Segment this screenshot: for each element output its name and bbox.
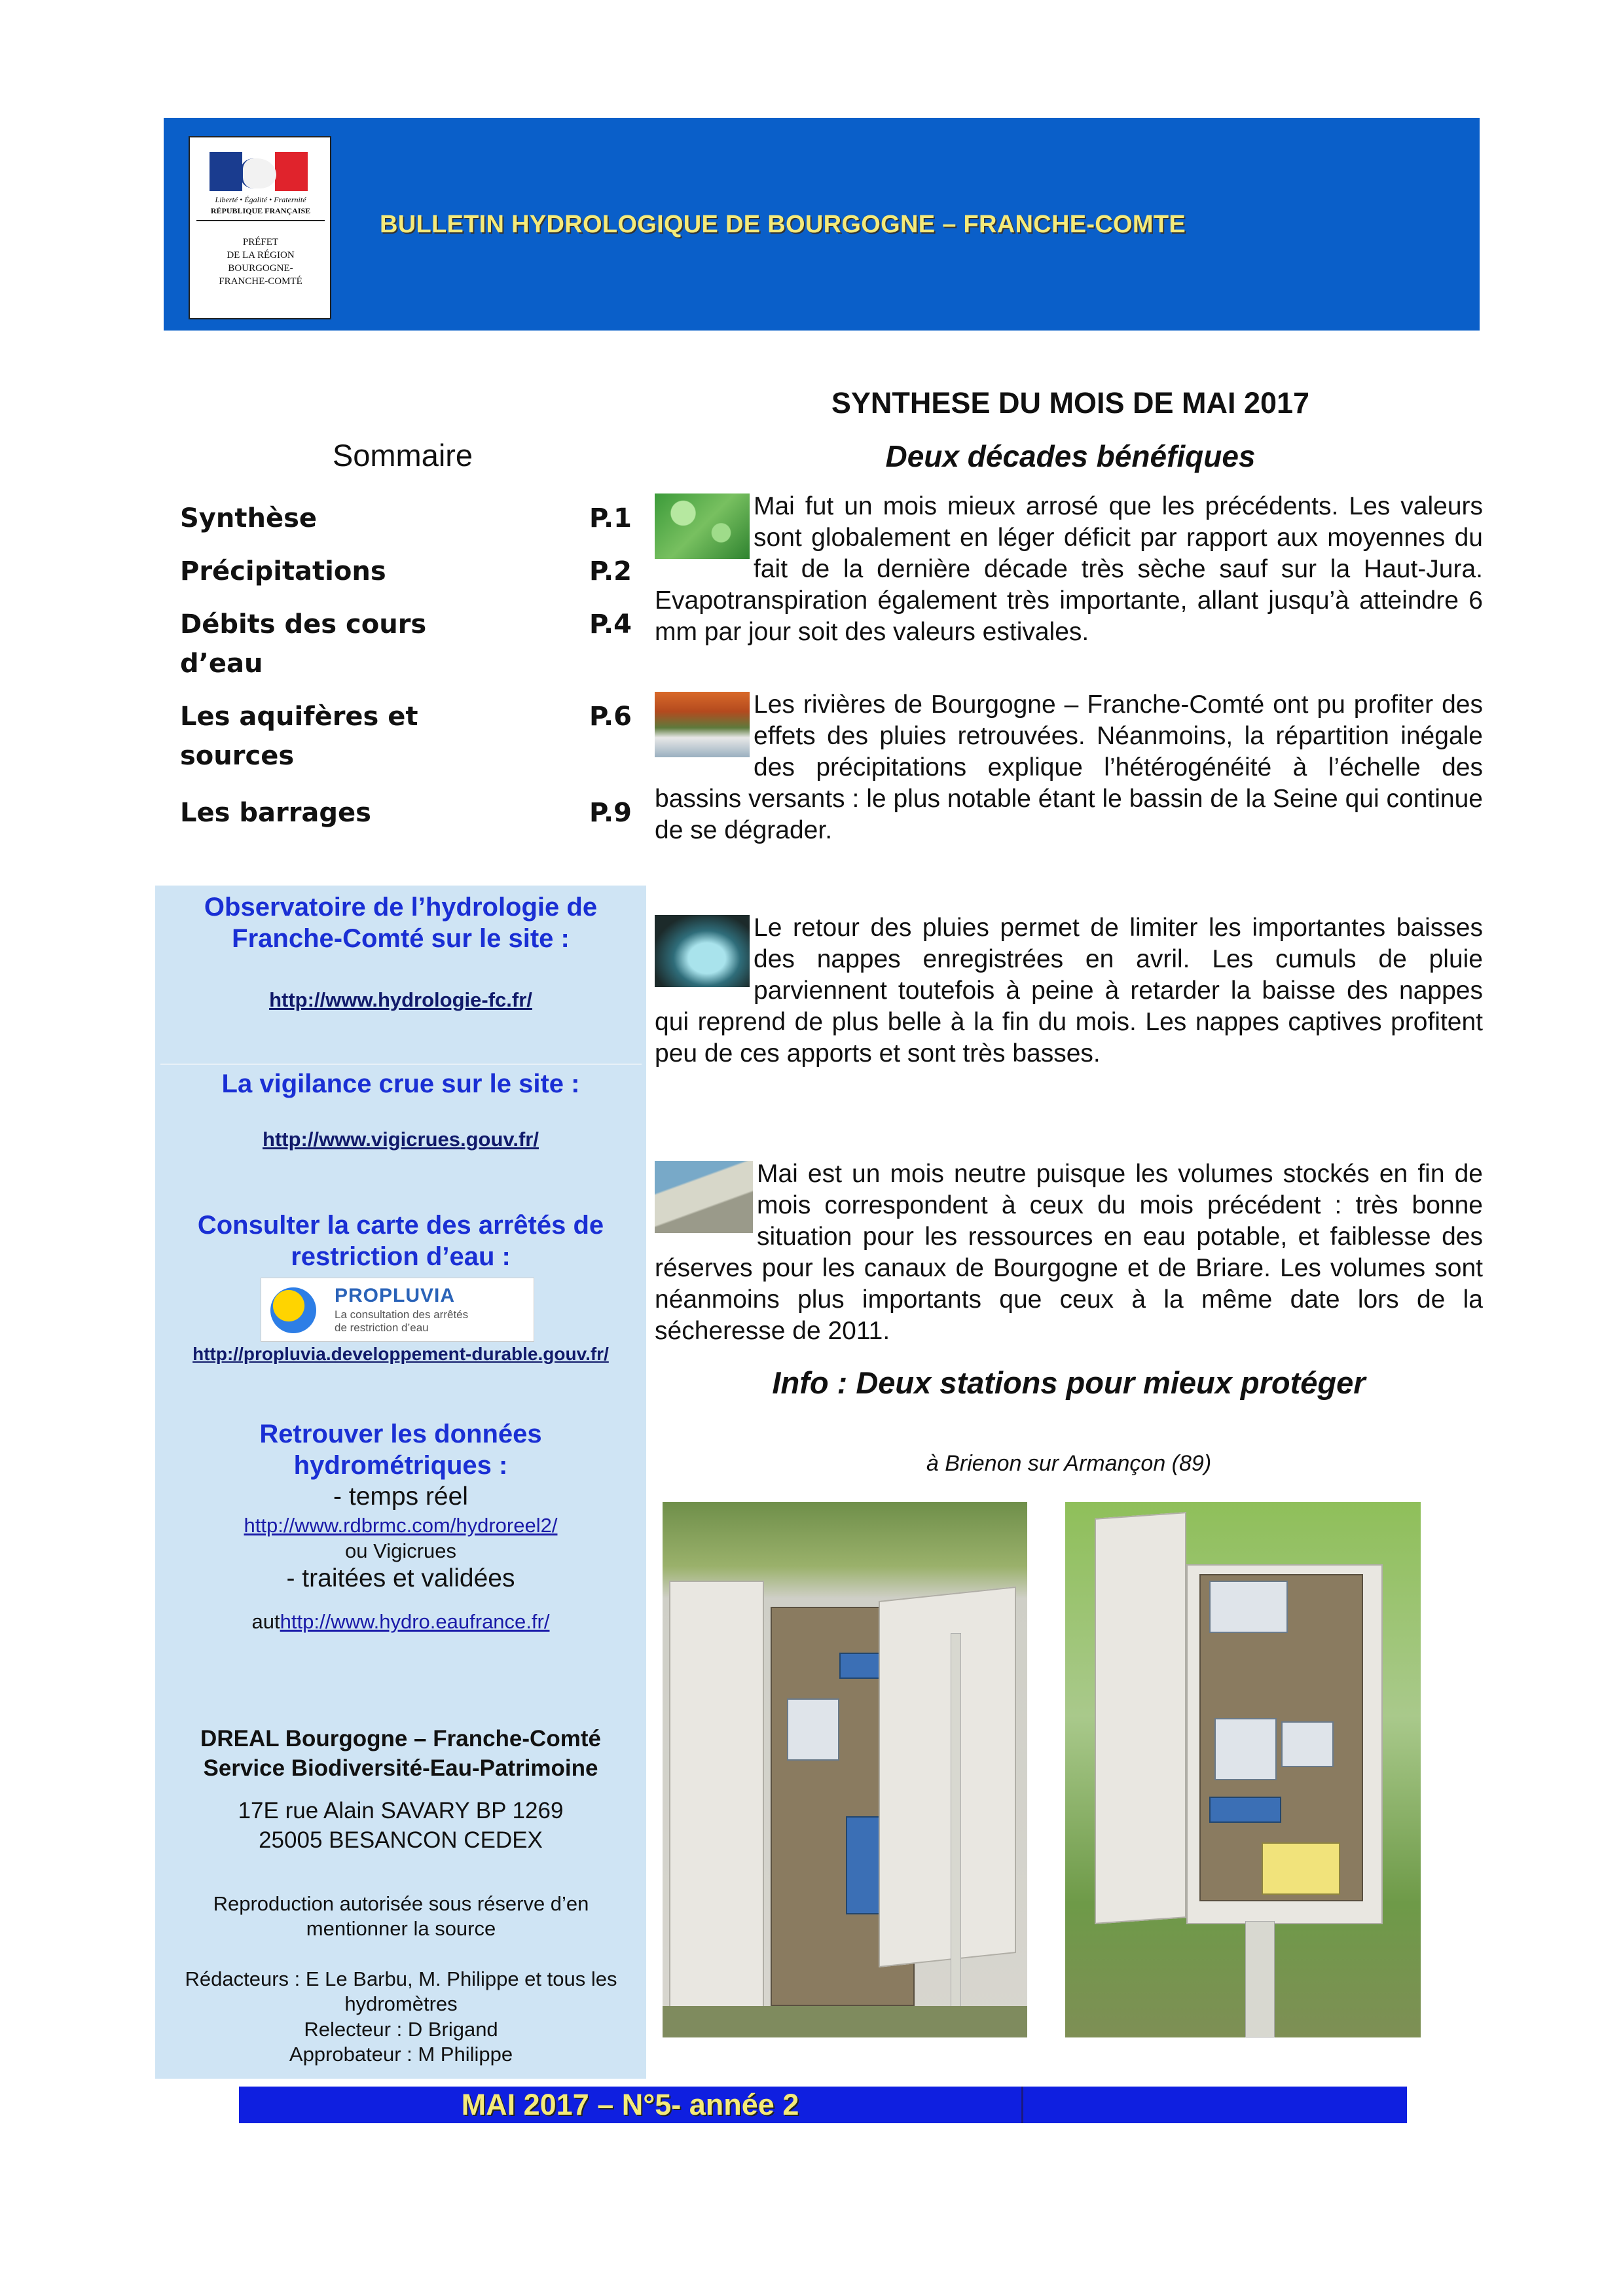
bulletin-title: BULLETIN HYDROLOGIQUE DE BOURGOGNE – FRANCHE-COMTE [380,211,1186,238]
propluvia-link[interactable]: http://propluvia.developpement-durable.gouv.fr/ [192,1344,609,1364]
observatoire-link[interactable]: http://www.hydrologie-fc.fr/ [269,988,532,1011]
river-thumbnail [655,692,750,757]
toc-label: Les barrages [180,798,371,828]
rain-drops-thumbnail [655,493,750,559]
donnees-title: Retrouver les données hydrométriques : [259,1420,542,1480]
synthese-subtitle: Deux décades bénéfiques [885,439,1256,473]
vigicrues-link[interactable]: http://www.vigicrues.gouv.fr/ [263,1128,539,1151]
toc-page: P.2 [589,556,632,586]
synthese-paragraph: Le retour des pluies permet de limiter les importantes baisses des nappes enregistrées en avril. Les cumuls de pluie parviennent toutefois à peine à retarder la baisse des nappes qui reprend de plus belle à la fin du mois. Les nappes captives profitent peu de ces apports et sont très basses. [655,914,1483,1067]
dam-thumbnail [655,1161,753,1233]
address-city: 25005 BESANCON CEDEX [259,1827,543,1853]
footer-divider [1021,2087,1023,2123]
logo-republique: RÉPUBLIQUE FRANÇAISE [210,206,311,215]
toc-label: Synthèse [180,503,318,533]
logo-prefet: PRÉFET DE LA RÉGION BOURGOGNE- FRANCHE-COMTÉ [219,237,302,287]
toc-label: Précipitations [180,556,386,586]
station-photo-right [1065,1502,1421,2037]
station-photo-left [663,1502,1027,2037]
synthese-paragraph: Les rivières de Bourgogne – Franche-Comté ont pu profiter des effets des pluies retrouvées. Néanmoins, la répartition inégale des précipitations explique l’hétérogénéité à l’échelle des bassins versants : le plus notable étant le bassin de la Seine qui continue de se dégrader. [655,691,1483,844]
sommaire-heading: Sommaire [332,438,473,473]
aut-prefix: aut [251,1610,280,1633]
observatoire-title: Observatoire de l’hydrologie de Franche-Comté sur le site : [204,893,598,953]
dreal-name: DREAL Bourgogne – Franche-Comté [200,1726,601,1751]
arretes-title: Consulter la carte des arrêtés de restriction d’eau : [197,1211,604,1271]
rdbrmc-link[interactable]: http://www.rdbrmc.com/hydroreel2/ [244,1514,558,1537]
logo-motto: Liberté • Égalité • Fraternité [215,195,306,204]
temps-reel-label: - temps réel [333,1482,468,1511]
panel-divider [160,1064,642,1065]
prefecture-logo [189,136,331,319]
toc-label: Les aquifères et sources [180,702,418,771]
toc-page: P.1 [589,503,632,533]
reproduction-note: Reproduction autorisée sous réserve d’en mentionner la source [213,1892,589,1940]
approbateur: Approbateur : M Philippe [289,2043,513,2066]
logo-divider [196,220,325,221]
toc-page: P.4 [589,609,632,639]
synthese-paragraph: Mai fut un mois mieux arrosé que les précédents. Les valeurs sont globalement en léger déficit par rapport aux moyennes du fait de la dernière décade très sèche sauf sur la Haut-Jura. Evapotranspiration également très importante, allant jusqu’à atteindre 6 mm par jour soit des valeurs estivales. [655,492,1483,646]
redacteurs: Rédacteurs : E Le Barbu, M. Philippe et tous les hydromètres [185,1967,617,2015]
info-title: Info : Deux stations pour mieux protéger [772,1365,1366,1400]
vigilance-title: La vigilance crue sur le site : [221,1069,580,1098]
toc-label: Débits des cours d’eau [180,609,427,679]
propluvia-tagline: La consultation des arrêtés de restriction d’eau [335,1308,469,1334]
propluvia-name: PROPLUVIA [335,1285,456,1306]
propluvia-logo[interactable] [261,1278,534,1342]
toc-page: P.6 [589,702,632,732]
hydro-eaufrance-link[interactable]: http://www.hydro.eaufrance.fr/ [280,1610,550,1633]
relecteur: Relecteur : D Brigand [304,2018,498,2041]
synthese-paragraph: Mai est un mois neutre puisque les volumes stockés en fin de mois correspondent à ceux du mois précédent : très bonne situation pour les ressources en eau potable, et faiblesse des réserves pour les canaux de Bourgogne et de Briare. Les volumes sont néanmoins plus importants que ceux à la même date lors de la sécheresse de 2011. [655,1160,1483,1345]
marianne-flag-icon [210,152,308,191]
footer-issue-label: MAI 2017 – N°5- année 2 [461,2088,799,2121]
cave-thumbnail [655,915,750,987]
dreal-service: Service Biodiversité-Eau-Patrimoine [203,1755,598,1781]
synthese-title: SYNTHESE DU MOIS DE MAI 2017 [831,386,1310,420]
propluvia-sun-icon [270,1287,316,1333]
ou-vigicrues: ou Vigicrues [344,1539,457,1562]
info-subtitle: à Brienon sur Armançon (89) [926,1451,1212,1476]
toc-page: P.9 [589,798,632,828]
traitees-label: - traitées et validées [286,1564,515,1592]
address-street: 17E rue Alain SAVARY BP 1269 [238,1798,564,1823]
